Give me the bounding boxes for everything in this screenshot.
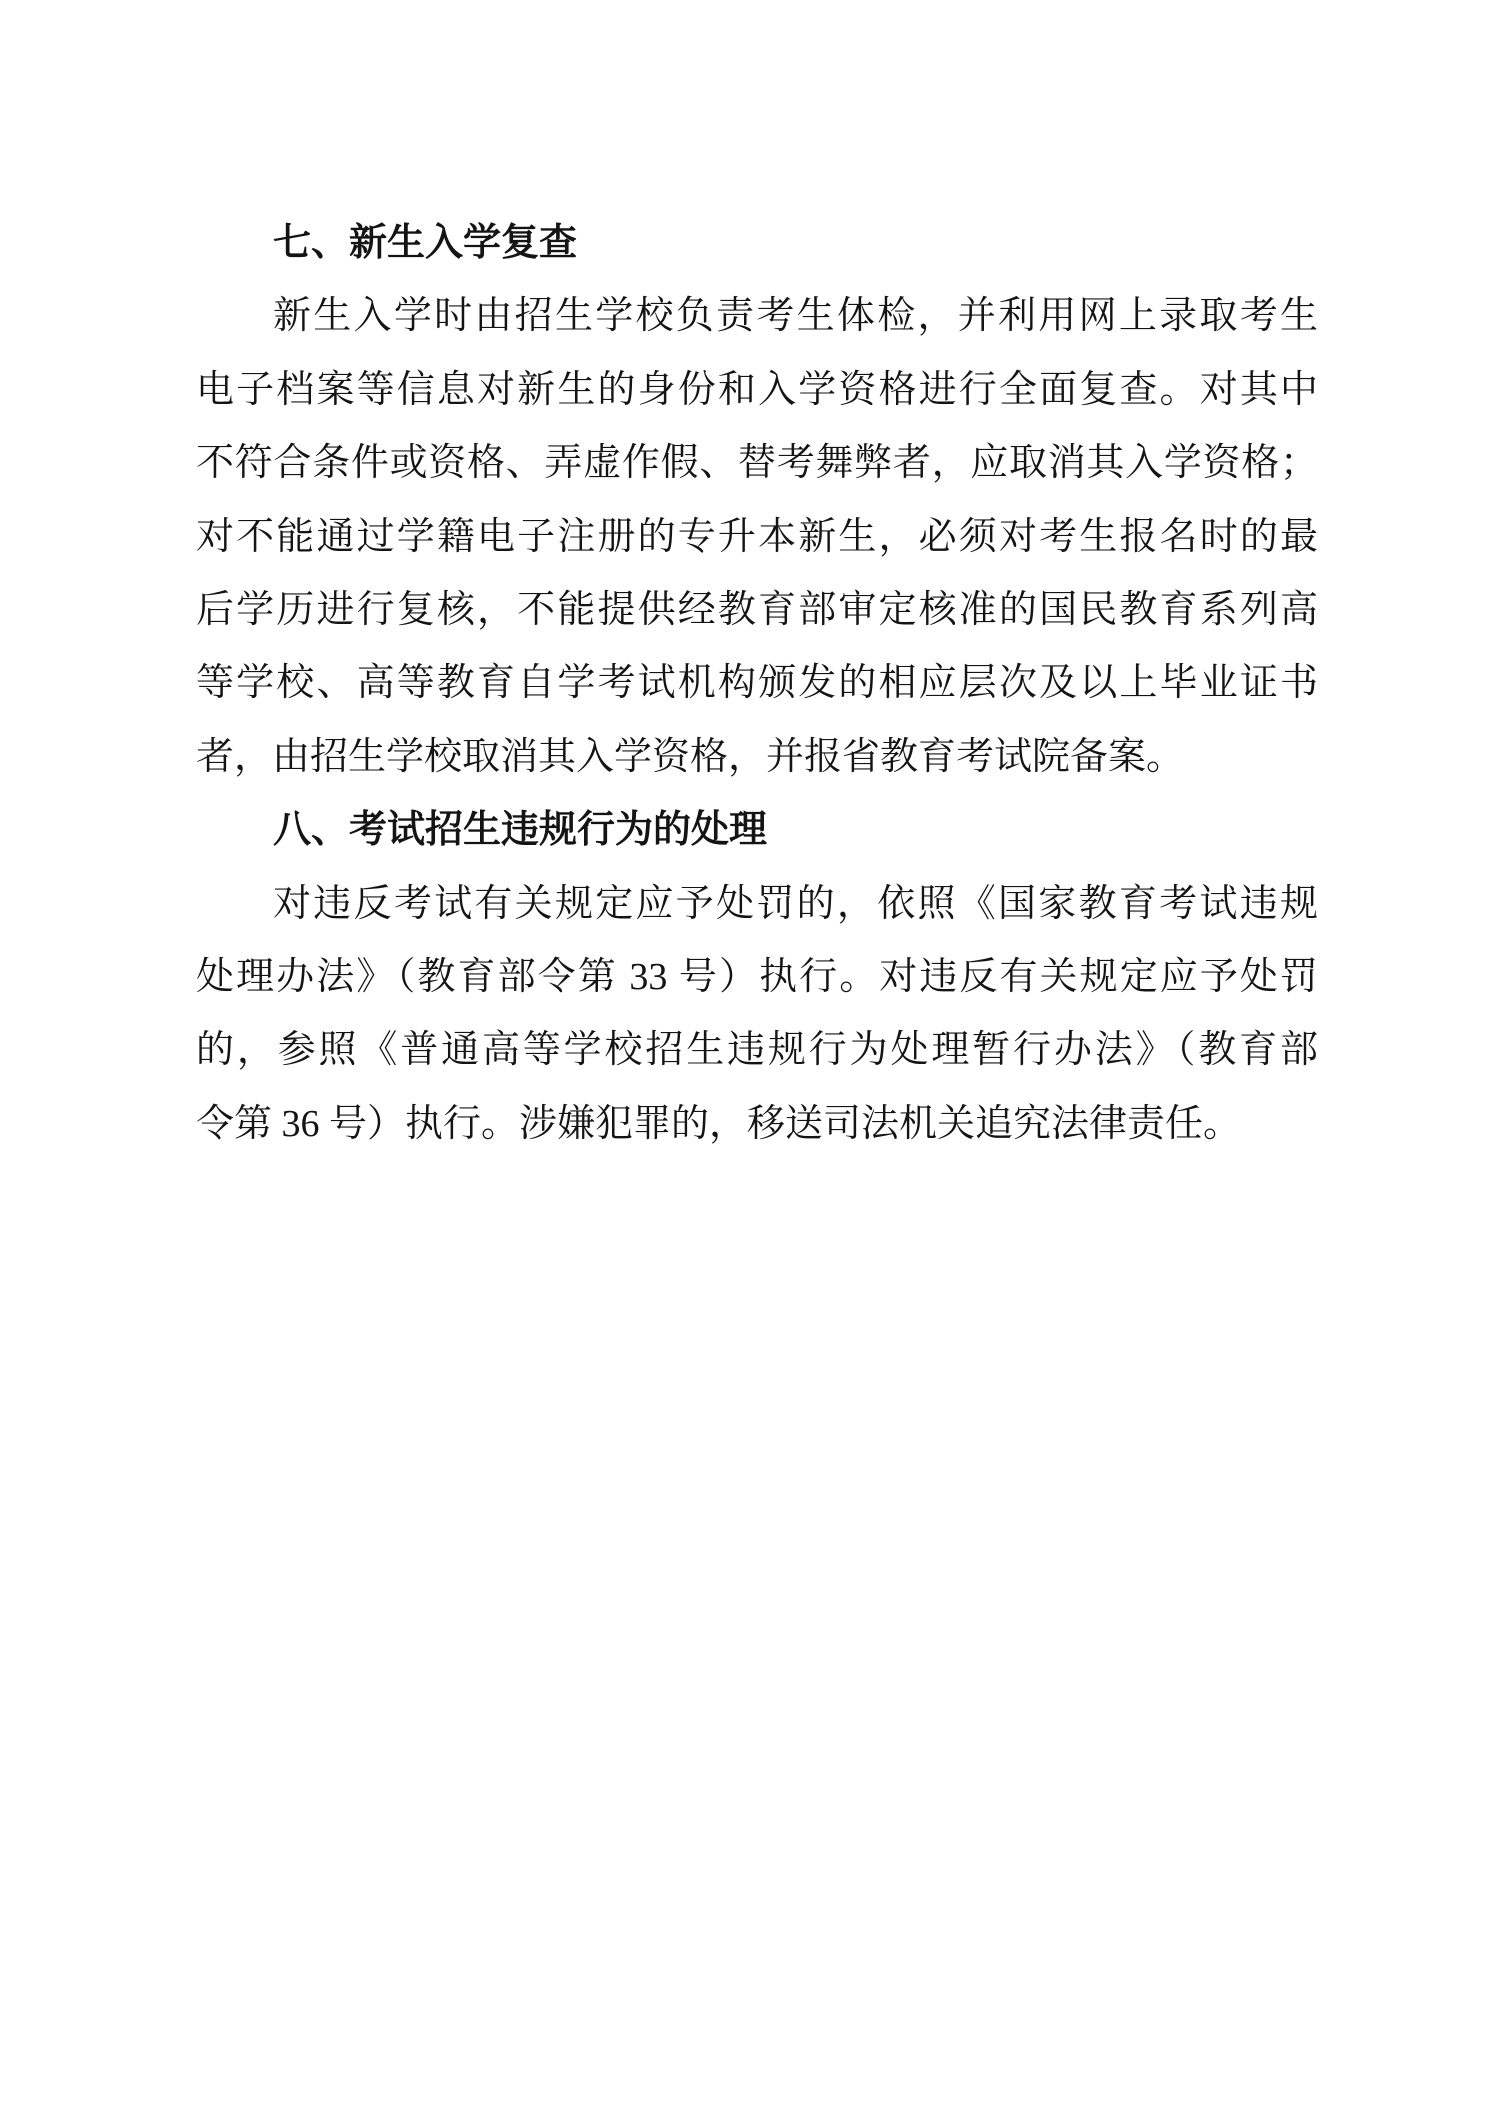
document-text-block — [196, 207, 1318, 1161]
paragraph-line: 处理办法》（教育部令第 33 号）执行。对违反有关规定应予处罚 — [196, 955, 1318, 998]
paragraph-line: 等学校、高等教育自学考试机构颁发的相应层次及以上毕业证书 — [196, 662, 1318, 705]
paragraph-line: 对不能通过学籍电子注册的专升本新生，必须对考生报名时的最 — [196, 515, 1318, 558]
paragraph-line: 新生入学时由招生学校负责考生体检，并利用网上录取考生 — [273, 295, 1318, 338]
paragraph-line: 后学历进行复核，不能提供经教育部审定核准的国民教育系列高 — [196, 588, 1318, 631]
section-heading-8: 八、考试招生违规行为的处理 — [273, 809, 768, 852]
section-heading-7: 七、新生入学复查 — [273, 222, 578, 264]
paragraph-line: 者，由招生学校取消其入学资格，并报省教育考试院备案。 — [196, 735, 1185, 778]
paragraph-line: 对违反考试有关规定应予处罚的，依照《国家教育考试违规 — [273, 882, 1318, 925]
paragraph-line: 令第 36 号）执行。涉嫌犯罪的，移送司法机关追究法律责任。 — [196, 1102, 1242, 1145]
paragraph-line: 的，参照《普通高等学校招生违规行为处理暂行办法》（教育部 — [196, 1029, 1318, 1072]
paragraph-line: 不符合条件或资格、弄虚作假、替考舞弊者，应取消其入学资格； — [196, 442, 1318, 485]
paragraph-line: 电子档案等信息对新生的身份和入学资格进行全面复查。对其中 — [196, 368, 1318, 411]
